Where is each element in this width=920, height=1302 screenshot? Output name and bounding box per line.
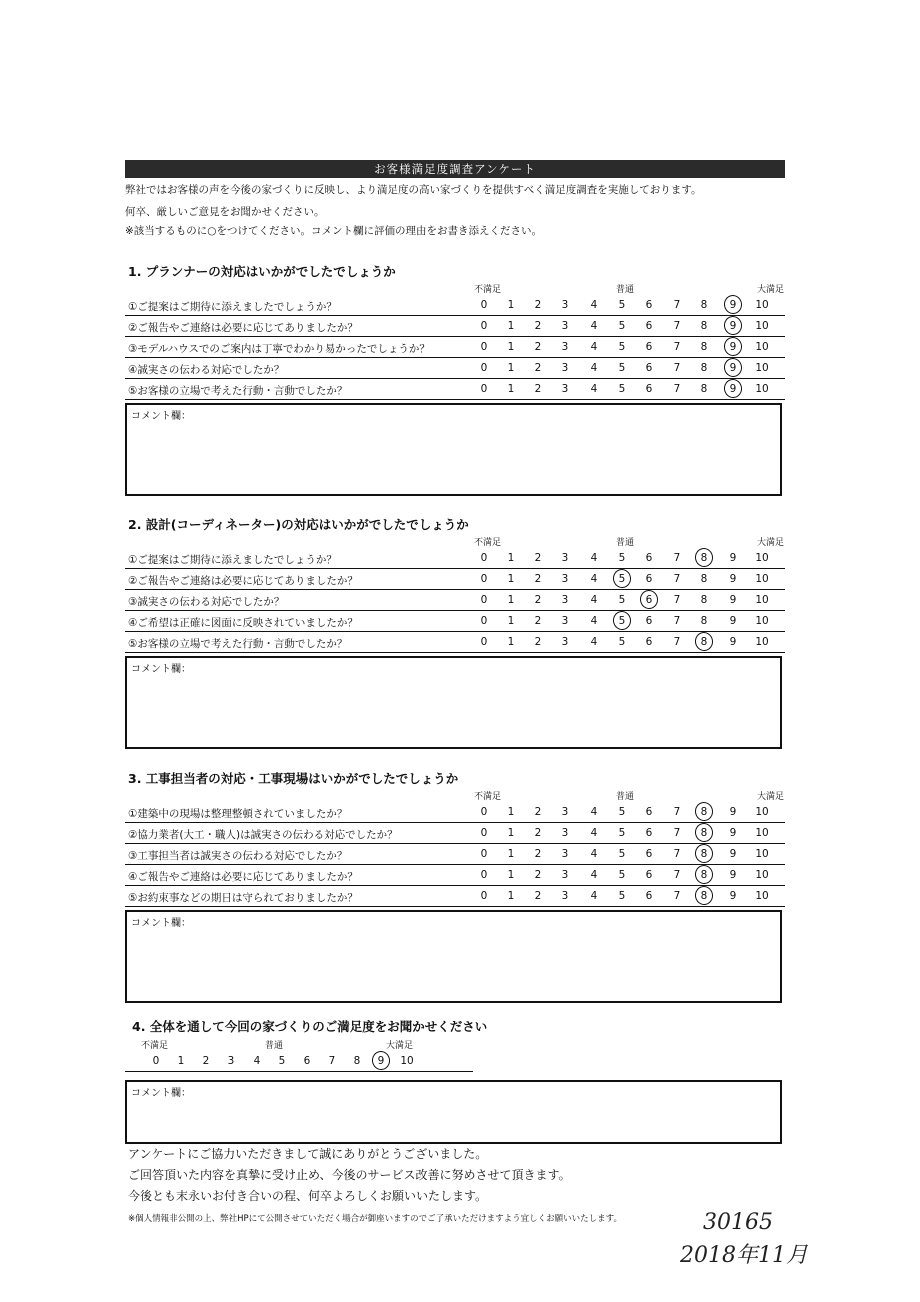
score-option-8[interactable]: 8 [700,827,708,839]
score-option-8[interactable]: 8 [700,615,708,627]
question-label: ②ご報告やご連絡は必要に応じてありましたか？ [128,575,358,587]
score-option-3[interactable]: 3 [561,848,569,860]
section-3-comment-box[interactable] [125,910,782,1003]
score-option-8[interactable]: 8 [700,594,708,606]
score-option-0[interactable]: 0 [480,341,488,353]
score-option-4[interactable]: 4 [590,594,598,606]
score-option-5[interactable]: 5 [618,362,626,374]
question-row [125,295,785,316]
section-1-title: 1. プランナーの対応はいかがでしたでしょうか [128,264,396,279]
score-option-6[interactable]: 6 [645,636,653,648]
score-option-3[interactable]: 3 [561,573,569,585]
score-option-1[interactable]: 1 [507,615,515,627]
score-option-6[interactable]: 6 [645,299,653,311]
selected-score-circle [694,864,714,885]
score-option-7[interactable]: 7 [673,827,681,839]
score-option-10[interactable]: 10 [755,615,769,627]
score-option-4[interactable]: 4 [590,636,598,648]
score-option-2[interactable]: 2 [534,383,542,395]
score-option-10[interactable]: 10 [755,362,769,374]
score-option-1[interactable]: 1 [507,320,515,332]
selected-score-circle [612,568,632,589]
score-option-1[interactable]: 1 [507,806,515,818]
score-option-1[interactable]: 1 [507,890,515,902]
question-row [125,569,785,590]
score-option-3[interactable]: 3 [561,827,569,839]
score-option-10[interactable]: 10 [400,1055,414,1067]
score-option-10[interactable]: 10 [755,299,769,311]
score-option-7[interactable]: 7 [673,320,681,332]
question-label: ②ご報告やご連絡は必要に応じてありましたか？ [128,322,358,334]
score-option-1[interactable]: 1 [507,594,515,606]
score-option-2[interactable]: 2 [534,341,542,353]
section-2-title: 2. 設計(コーディネーター)の対応はいかがでしたでしょうか [128,517,469,532]
score-option-4[interactable]: 4 [590,869,598,881]
comment-label: コメント欄： [131,411,191,422]
selected-score-circle [694,822,714,843]
score-option-1[interactable]: 1 [507,573,515,585]
score-option-8[interactable]: 8 [700,341,708,353]
score-option-4[interactable]: 4 [253,1055,261,1067]
score-option-10[interactable]: 10 [755,552,769,564]
score-option-10[interactable]: 10 [755,573,769,585]
score-option-5[interactable]: 5 [618,383,626,395]
score-option-9[interactable]: 9 [729,362,737,374]
section-3-title: 3. 工事担当者の対応・工事現場はいかがでしたでしょうか [128,771,459,786]
score-option-6[interactable]: 6 [645,594,653,606]
score-option-4[interactable]: 4 [590,573,598,585]
selected-score-circle [371,1050,391,1071]
score-option-2[interactable]: 2 [534,636,542,648]
score-option-5[interactable]: 5 [618,806,626,818]
score-option-6[interactable]: 6 [645,806,653,818]
score-option-6[interactable]: 6 [645,890,653,902]
score-option-7[interactable]: 7 [673,573,681,585]
score-option-7[interactable]: 7 [673,341,681,353]
question-label: ③モデルハウスでのご案内は丁寧でわかり易かったでしょうか？ [128,343,430,355]
section-4-comment-box[interactable] [125,1080,782,1144]
score-option-6[interactable]: 6 [645,848,653,860]
question-label: ④ご報告やご連絡は必要に応じてありましたか？ [128,871,358,883]
section-3-scale-high: 大満足 [757,792,785,802]
score-option-4[interactable]: 4 [590,383,598,395]
score-option-0[interactable]: 0 [480,299,488,311]
score-option-6[interactable]: 6 [645,383,653,395]
score-option-10[interactable]: 10 [755,594,769,606]
question-label: ⑤お約束事などの期日は守られておりましたか？ [128,892,358,904]
score-option-3[interactable]: 3 [561,341,569,353]
score-option-5[interactable]: 5 [618,573,626,585]
question-label: ⑤お客様の立場で考えた行動・言動でしたか？ [128,638,348,650]
score-option-9[interactable]: 9 [729,806,737,818]
score-option-6[interactable]: 6 [645,827,653,839]
question-row [125,316,785,337]
score-option-4[interactable]: 4 [590,848,598,860]
score-option-2[interactable]: 2 [534,362,542,374]
selected-score-circle [723,378,743,399]
score-option-4[interactable]: 4 [590,827,598,839]
score-option-9[interactable]: 9 [729,615,737,627]
intro-line-2: 何卒、厳しいご意見をお聞かせください。 [125,206,325,218]
question-row [125,337,785,358]
score-option-1[interactable]: 1 [507,636,515,648]
score-option-1[interactable]: 1 [507,341,515,353]
section-2-scale-mid: 普通 [616,538,635,548]
score-option-4[interactable]: 4 [590,320,598,332]
score-option-8[interactable]: 8 [700,573,708,585]
question-row [125,379,785,400]
question-label: ⑤お客様の立場で考えた行動・言動でしたか？ [128,385,348,397]
score-option-4[interactable]: 4 [590,890,598,902]
score-option-8[interactable]: 8 [700,848,708,860]
score-option-10[interactable]: 10 [755,869,769,881]
question-label: ①ご提案はご期待に添えましたでしょうか？ [128,301,337,313]
section-4-underline [125,1071,473,1072]
score-option-1[interactable]: 1 [507,362,515,374]
score-option-10[interactable]: 10 [755,341,769,353]
score-option-9[interactable]: 9 [729,594,737,606]
closing-line-1: アンケートにご協力いただきまして誠にありがとうございました。 [128,1147,488,1161]
question-label: ③誠実さの伝わる対応でしたか？ [128,596,285,608]
question-row [125,844,785,865]
score-option-0[interactable]: 0 [480,636,488,648]
score-option-2[interactable]: 2 [534,806,542,818]
score-option-3[interactable]: 3 [561,636,569,648]
score-option-8[interactable]: 8 [700,383,708,395]
section-4-scale-mid: 普通 [265,1041,284,1051]
score-option-9[interactable]: 9 [729,341,737,353]
score-option-2[interactable]: 2 [534,848,542,860]
selected-score-circle [723,357,743,378]
score-option-1[interactable]: 1 [507,869,515,881]
score-option-3[interactable]: 3 [561,615,569,627]
score-option-8[interactable]: 8 [700,299,708,311]
score-option-8[interactable]: 8 [700,869,708,881]
selected-score-circle [723,336,743,357]
score-option-7[interactable]: 7 [673,552,681,564]
score-option-0[interactable]: 0 [480,594,488,606]
score-option-4[interactable]: 4 [590,552,598,564]
privacy-footnote: ※個人情報非公開の上、弊社HPにて公開させていただく場合が御座いますのでご了承いただけますよう宜しくお願いいたします。 [128,1214,622,1224]
score-option-9[interactable]: 9 [729,890,737,902]
survey-title: お客様満足度調査アンケート [125,160,785,178]
score-option-0[interactable]: 0 [480,383,488,395]
score-option-3[interactable]: 3 [561,869,569,881]
selected-score-circle [694,843,714,864]
score-option-3[interactable]: 3 [561,594,569,606]
intro-line-3: ※該当するものに○をつけてください。コメント欄に評価の理由をお書き添えください。 [125,225,542,237]
score-option-2[interactable]: 2 [534,827,542,839]
score-option-9[interactable]: 9 [729,552,737,564]
score-option-2[interactable]: 2 [534,615,542,627]
score-option-2[interactable]: 2 [534,320,542,332]
score-option-3[interactable]: 3 [561,890,569,902]
question-label: ①建築中の現場は整理整頓されていましたか？ [128,808,348,820]
score-option-0[interactable]: 0 [480,806,488,818]
score-option-10[interactable]: 10 [755,890,769,902]
score-option-6[interactable]: 6 [645,573,653,585]
closing-line-2: ご回答頂いた内容を真摯に受け止め、今後のサービス改善に努めさせて頂きます。 [128,1168,571,1182]
score-option-0[interactable]: 0 [480,362,488,374]
score-option-5[interactable]: 5 [618,827,626,839]
score-option-3[interactable]: 3 [561,320,569,332]
score-option-7[interactable]: 7 [673,636,681,648]
score-option-4[interactable]: 4 [590,806,598,818]
question-row [125,886,785,907]
score-option-5[interactable]: 5 [278,1055,286,1067]
score-option-3[interactable]: 3 [561,552,569,564]
section-1-scale-mid: 普通 [616,285,635,295]
score-option-2[interactable]: 2 [534,299,542,311]
score-option-4[interactable]: 4 [590,299,598,311]
question-label: ③工事担当者は誠実さの伝わる対応でしたか？ [128,850,348,862]
score-option-0[interactable]: 0 [480,573,488,585]
section-1-scale-low: 不満足 [474,285,502,295]
score-option-8[interactable]: 8 [700,636,708,648]
comment-label: コメント欄： [131,664,191,675]
score-option-7[interactable]: 7 [673,890,681,902]
score-option-5[interactable]: 5 [618,341,626,353]
closing-line-3: 今後とも末永いお付き合いの程、何卒よろしくお願いいたします。 [128,1189,488,1203]
selected-score-circle [723,315,743,336]
selected-score-circle [694,885,714,906]
handwritten-number: 30165 [703,1210,773,1235]
question-label: ④誠実さの伝わる対応でしたか？ [128,364,285,376]
section-1-scale-high: 大満足 [757,285,785,295]
score-option-5[interactable]: 5 [618,299,626,311]
selected-score-circle [723,294,743,315]
score-option-9[interactable]: 9 [729,299,737,311]
section-1-comment-box[interactable] [125,403,782,496]
score-option-8[interactable]: 8 [700,320,708,332]
score-option-6[interactable]: 6 [645,362,653,374]
score-option-7[interactable]: 7 [673,615,681,627]
section-3-scale-mid: 普通 [616,792,635,802]
score-option-5[interactable]: 5 [618,848,626,860]
selected-score-circle [639,589,659,610]
score-option-0[interactable]: 0 [480,890,488,902]
score-option-1[interactable]: 1 [507,383,515,395]
score-option-2[interactable]: 2 [202,1055,210,1067]
score-option-2[interactable]: 2 [534,869,542,881]
score-option-1[interactable]: 1 [507,299,515,311]
score-option-2[interactable]: 2 [534,890,542,902]
section-2-scale-low: 不満足 [474,538,502,548]
score-option-6[interactable]: 6 [645,341,653,353]
score-option-3[interactable]: 3 [561,299,569,311]
score-option-9[interactable]: 9 [729,320,737,332]
question-row [125,590,785,611]
score-option-6[interactable]: 6 [645,615,653,627]
score-option-0[interactable]: 0 [480,827,488,839]
section-2-scale-high: 大満足 [757,538,785,548]
score-option-10[interactable]: 10 [755,848,769,860]
score-option-6[interactable]: 6 [303,1055,311,1067]
score-option-1[interactable]: 1 [507,827,515,839]
score-option-3[interactable]: 3 [227,1055,235,1067]
score-option-1[interactable]: 1 [507,848,515,860]
score-option-7[interactable]: 7 [673,383,681,395]
score-option-3[interactable]: 3 [561,383,569,395]
score-option-5[interactable]: 5 [618,615,626,627]
section-4-scale-low: 不満足 [141,1041,169,1051]
score-option-9[interactable]: 9 [377,1055,385,1067]
score-option-6[interactable]: 6 [645,869,653,881]
score-option-10[interactable]: 10 [755,320,769,332]
score-option-2[interactable]: 2 [534,594,542,606]
score-option-5[interactable]: 5 [618,552,626,564]
score-option-7[interactable]: 7 [673,299,681,311]
section-2-comment-box[interactable] [125,656,782,749]
score-option-8[interactable]: 8 [700,552,708,564]
score-option-7[interactable]: 7 [673,594,681,606]
score-option-8[interactable]: 8 [700,890,708,902]
question-label: ④ご希望は正確に図面に反映されていましたか？ [128,617,358,629]
score-option-9[interactable]: 9 [729,383,737,395]
question-row [125,823,785,844]
score-option-2[interactable]: 2 [534,552,542,564]
score-option-10[interactable]: 10 [755,806,769,818]
selected-score-circle [694,547,714,568]
score-option-8[interactable]: 8 [700,806,708,818]
score-option-3[interactable]: 3 [561,362,569,374]
score-option-5[interactable]: 5 [618,869,626,881]
score-option-5[interactable]: 5 [618,890,626,902]
section-4-scale-high: 大満足 [386,1041,414,1051]
score-option-1[interactable]: 1 [507,552,515,564]
score-option-0[interactable]: 0 [480,615,488,627]
score-option-3[interactable]: 3 [561,806,569,818]
score-option-0[interactable]: 0 [480,552,488,564]
score-option-9[interactable]: 9 [729,827,737,839]
score-option-5[interactable]: 5 [618,320,626,332]
selected-score-circle [612,610,632,631]
score-option-0[interactable]: 0 [480,320,488,332]
score-option-9[interactable]: 9 [729,573,737,585]
score-option-0[interactable]: 0 [152,1055,160,1067]
score-option-8[interactable]: 8 [353,1055,361,1067]
section-3-scale-low: 不満足 [474,792,502,802]
score-option-0[interactable]: 0 [480,869,488,881]
question-label: ①ご提案はご期待に添えましたでしょうか？ [128,554,337,566]
score-option-5[interactable]: 5 [618,594,626,606]
score-option-8[interactable]: 8 [700,362,708,374]
section-4-title: 4. 全体を通して今回の家づくりのご満足度をお聞かせください [132,1019,488,1034]
score-option-7[interactable]: 7 [673,869,681,881]
intro-line-1: 弊社ではお客様の声を今後の家づくりに反映し、より満足度の高い家づくりを提供すべく満足度調査を実施しております。 [125,184,702,196]
score-option-7[interactable]: 7 [673,848,681,860]
score-option-4[interactable]: 4 [590,615,598,627]
score-option-6[interactable]: 6 [645,320,653,332]
question-row [125,611,785,632]
score-option-10[interactable]: 10 [755,636,769,648]
question-row [125,802,785,823]
selected-score-circle [694,631,714,652]
score-option-10[interactable]: 10 [755,383,769,395]
comment-label: コメント欄： [131,1088,191,1099]
selected-score-circle [694,801,714,822]
score-option-1[interactable]: 1 [177,1055,185,1067]
score-option-7[interactable]: 7 [673,806,681,818]
score-option-7[interactable]: 7 [328,1055,336,1067]
score-option-9[interactable]: 9 [729,869,737,881]
question-row [125,548,785,569]
question-row [125,358,785,379]
handwritten-date: 2018年11月 [680,1243,808,1268]
score-option-4[interactable]: 4 [590,362,598,374]
comment-label: コメント欄： [131,918,191,929]
score-option-6[interactable]: 6 [645,552,653,564]
question-row [125,865,785,886]
score-option-9[interactable]: 9 [729,636,737,648]
score-option-10[interactable]: 10 [755,827,769,839]
score-option-7[interactable]: 7 [673,362,681,374]
question-label: ②協力業者(大工・職人)は誠実さの伝わる対応でしたか？ [128,829,398,841]
score-option-2[interactable]: 2 [534,573,542,585]
score-option-9[interactable]: 9 [729,848,737,860]
question-row [125,632,785,653]
score-option-5[interactable]: 5 [618,636,626,648]
score-option-4[interactable]: 4 [590,341,598,353]
score-option-0[interactable]: 0 [480,848,488,860]
